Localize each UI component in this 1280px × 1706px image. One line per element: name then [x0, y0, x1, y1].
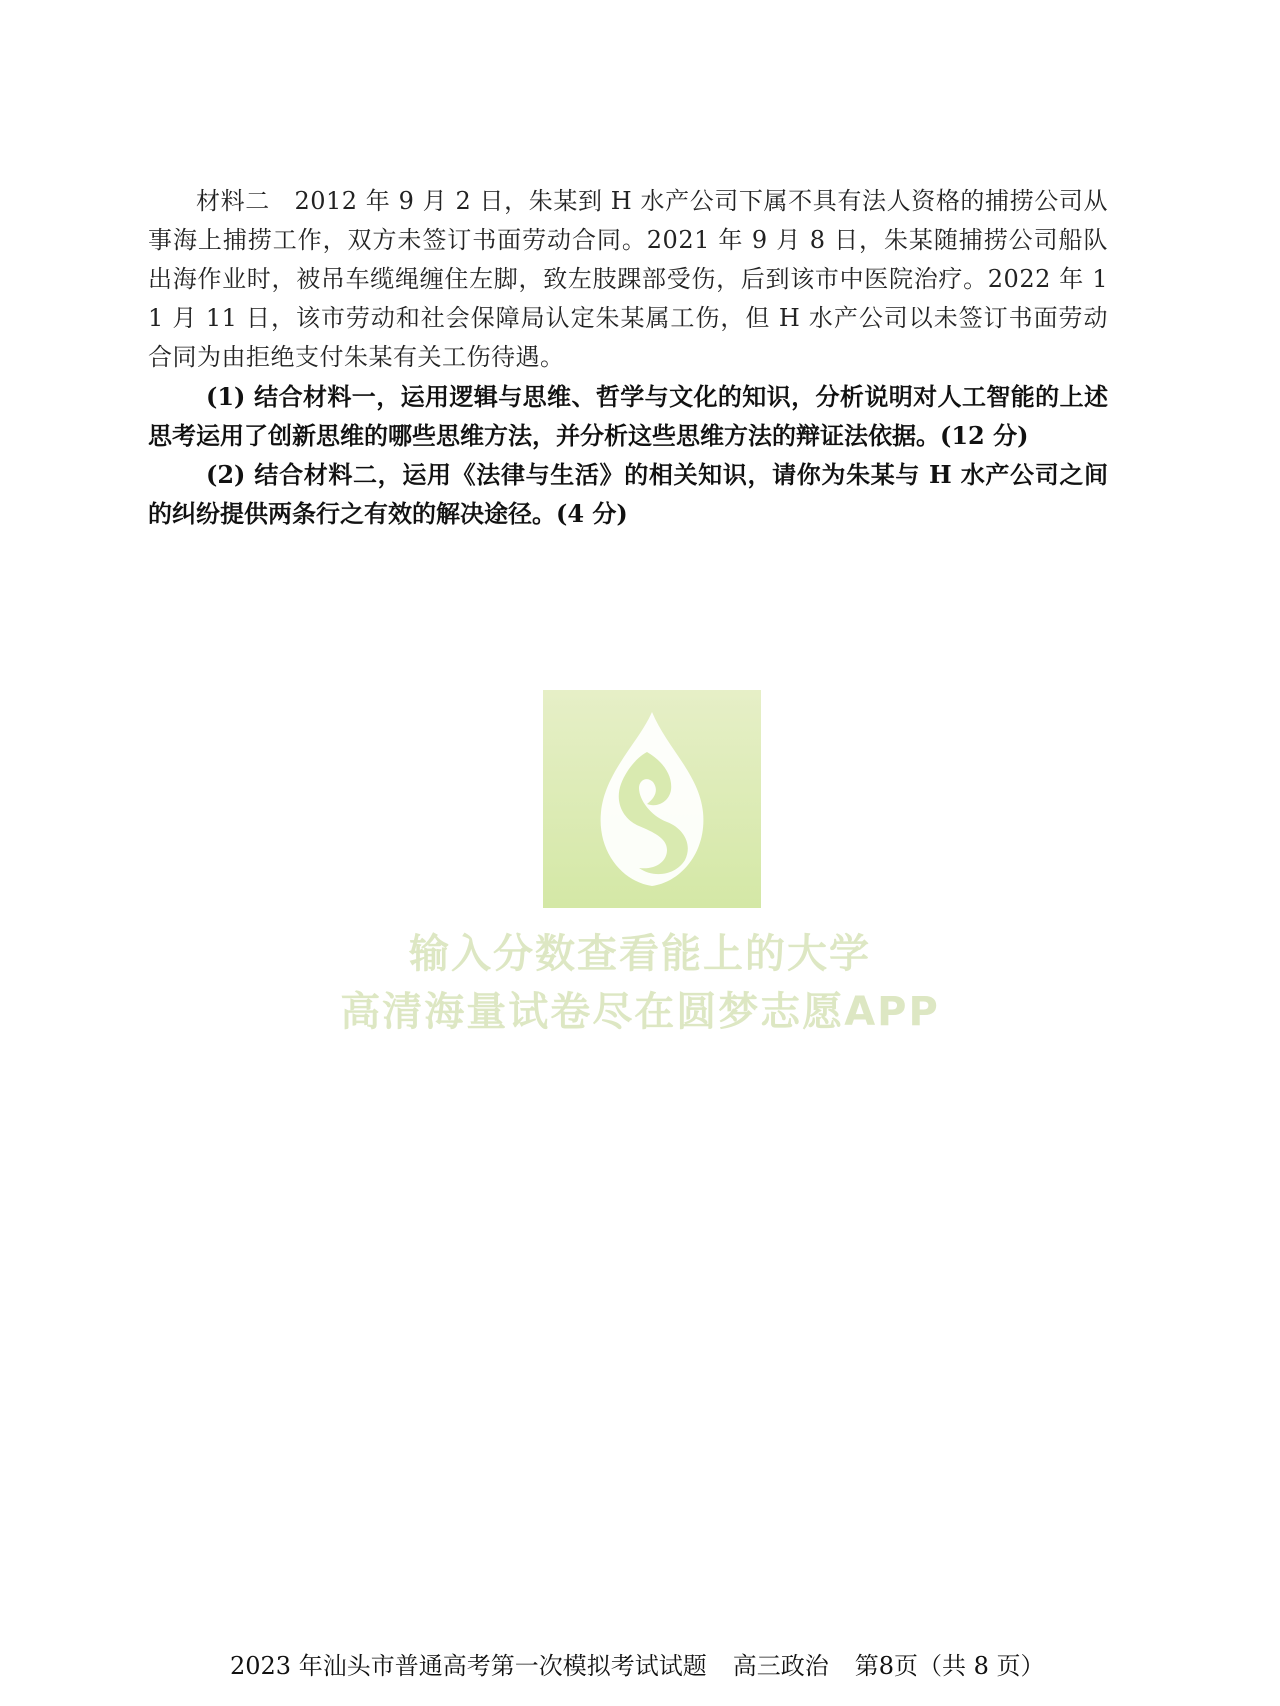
footer-page-number: 第8页（共 8 页） [854, 1652, 1045, 1680]
watermark-logo [543, 690, 761, 908]
watermark-line-1: 输入分数查看能上的大学 [409, 931, 871, 977]
document-body [148, 182, 1108, 533]
footer-exam-title: 2023 年汕头市普通高考第一次模拟考试试题 [230, 1652, 707, 1680]
question-one: (1) 结合材料一，运用逻辑与思维、哲学与文化的知识，分析说明对人工智能的上述思考运用了创新思维的哪些思维方法，并分析这些思维方法的辩证法依据。(12 分) [148, 382, 1108, 450]
footer-subject: 高三政治 [732, 1652, 829, 1680]
flame-bird-icon [543, 690, 761, 908]
material-two-paragraph: 材料二 2012 年 9 月 2 日，朱某到 H 水产公司下属不具有法人资格的捕捞公司从事海上捕捞工作，双方未签订书面劳动合同。2021 年 9 月 8 日，朱某随捕捞公司船队出海作业时，被吊车缆绳缠住左脚，致左肢踝部受伤，后到该市中医院治疗。2022 年 11 月 11 日，该市劳动和社会保障局认定朱某属工伤，但 H 水产公司以未签订书面劳动合同为由拒绝支付朱某有关工伤待遇。 [148, 187, 1108, 371]
watermark [300, 690, 980, 1035]
question-two: (2) 结合材料二，运用《法律与生活》的相关知识，请你为朱某与 H 水产公司之间的纠纷提供两条行之有效的解决途径。(4 分) [148, 460, 1108, 528]
watermark-line-2: 高清海量试卷尽在圆梦志愿APP [340, 989, 940, 1035]
page-footer [230, 1646, 1130, 1686]
